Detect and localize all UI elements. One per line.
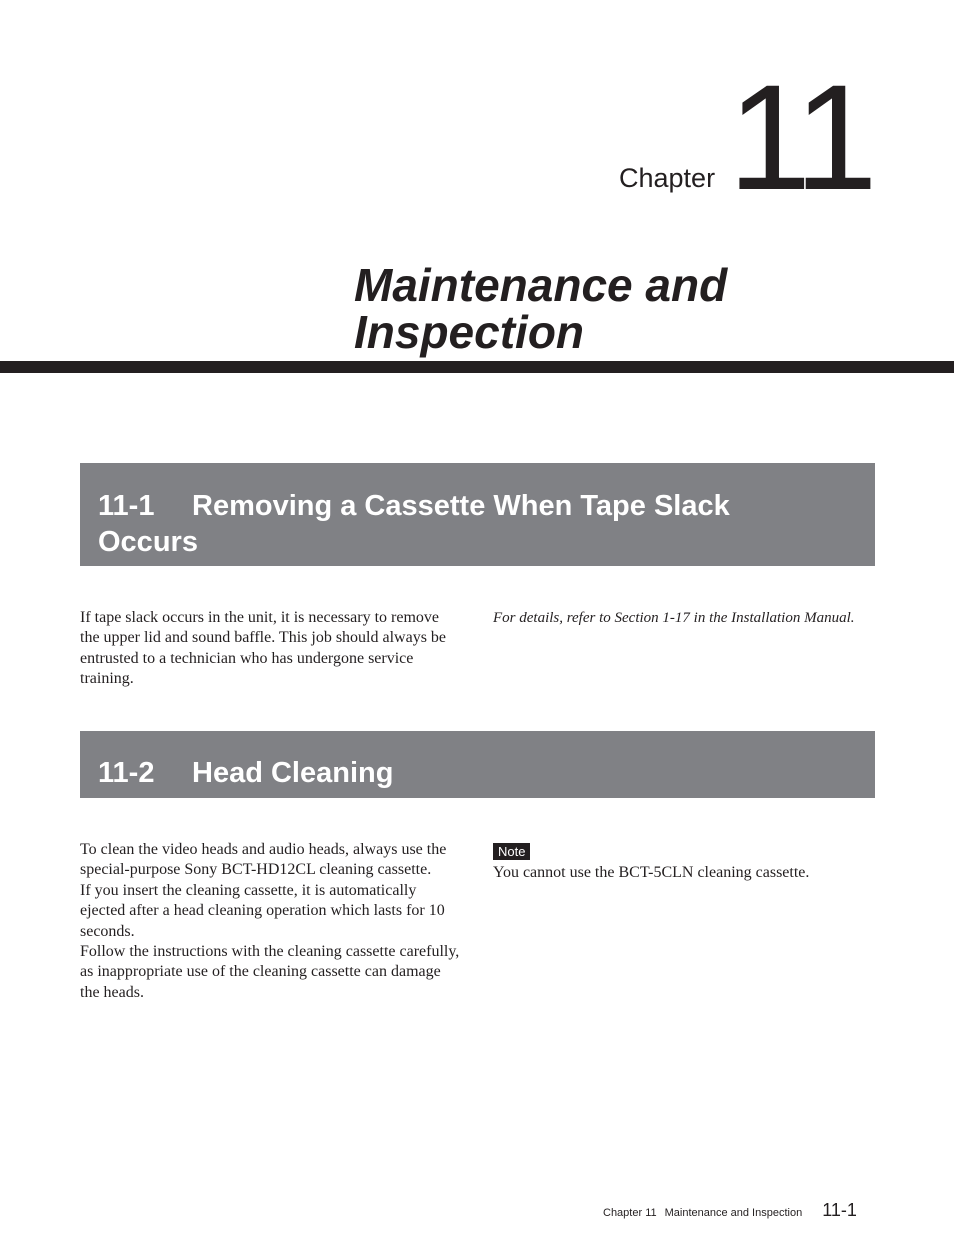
section-11-2-body <box>80 840 460 1003</box>
chapter-number: 11 <box>728 53 872 221</box>
footer-chapter: Chapter 11 <box>603 1207 657 1219</box>
section-heading-11-2 <box>80 731 875 798</box>
chapter-label: Chapter <box>619 163 716 193</box>
section-title-line2: Occurs <box>98 526 198 558</box>
chapter-title-line1: Maintenance and <box>354 259 728 311</box>
page-number: 11-1 <box>822 1200 857 1220</box>
section-title-line1: Removing a Cassette When Tape Slack <box>192 490 730 522</box>
footer-title: Maintenance and Inspection <box>664 1207 803 1219</box>
page-footer <box>603 1200 857 1221</box>
section-11-2-note <box>493 842 893 883</box>
section-11-1-reference <box>493 608 893 628</box>
note-badge: Note <box>493 843 530 860</box>
section-title-line1: Head Cleaning <box>192 757 394 789</box>
section-title-11-2 <box>98 755 857 791</box>
body-paragraph: Follow the instructions with the cleaning cassette carefully, as inappropriate use of the cleaning cassette can damage the heads. <box>80 943 460 1001</box>
section-heading-11-1 <box>80 463 875 566</box>
section-title-11-1 <box>98 488 857 560</box>
note-text: You cannot use the BCT-5CLN cleaning cassette. <box>493 864 810 881</box>
body-paragraph: To clean the video heads and audio heads, always use the special-purpose Sony BCT-HD12CL cleaning cassette. <box>80 841 447 879</box>
chapter-divider <box>0 361 954 373</box>
section-11-1-body <box>80 608 460 690</box>
section-number: 11-1 <box>98 490 155 522</box>
chapter-title <box>354 259 914 358</box>
section-number: 11-2 <box>98 757 155 789</box>
body-paragraph: If tape slack occurs in the unit, it is necessary to remove the upper lid and sound baffle. This job should always be entrusted to a technician who has undergone service training. <box>80 609 447 688</box>
body-paragraph: If you insert the cleaning cassette, it is automatically ejected after a head cleaning operation which lasts for 10 seconds. <box>80 881 445 940</box>
chapter-title-line2: Inspection <box>354 306 585 358</box>
reference-text: For details, refer to Section 1-17 in the Installation Manual. <box>493 610 855 626</box>
